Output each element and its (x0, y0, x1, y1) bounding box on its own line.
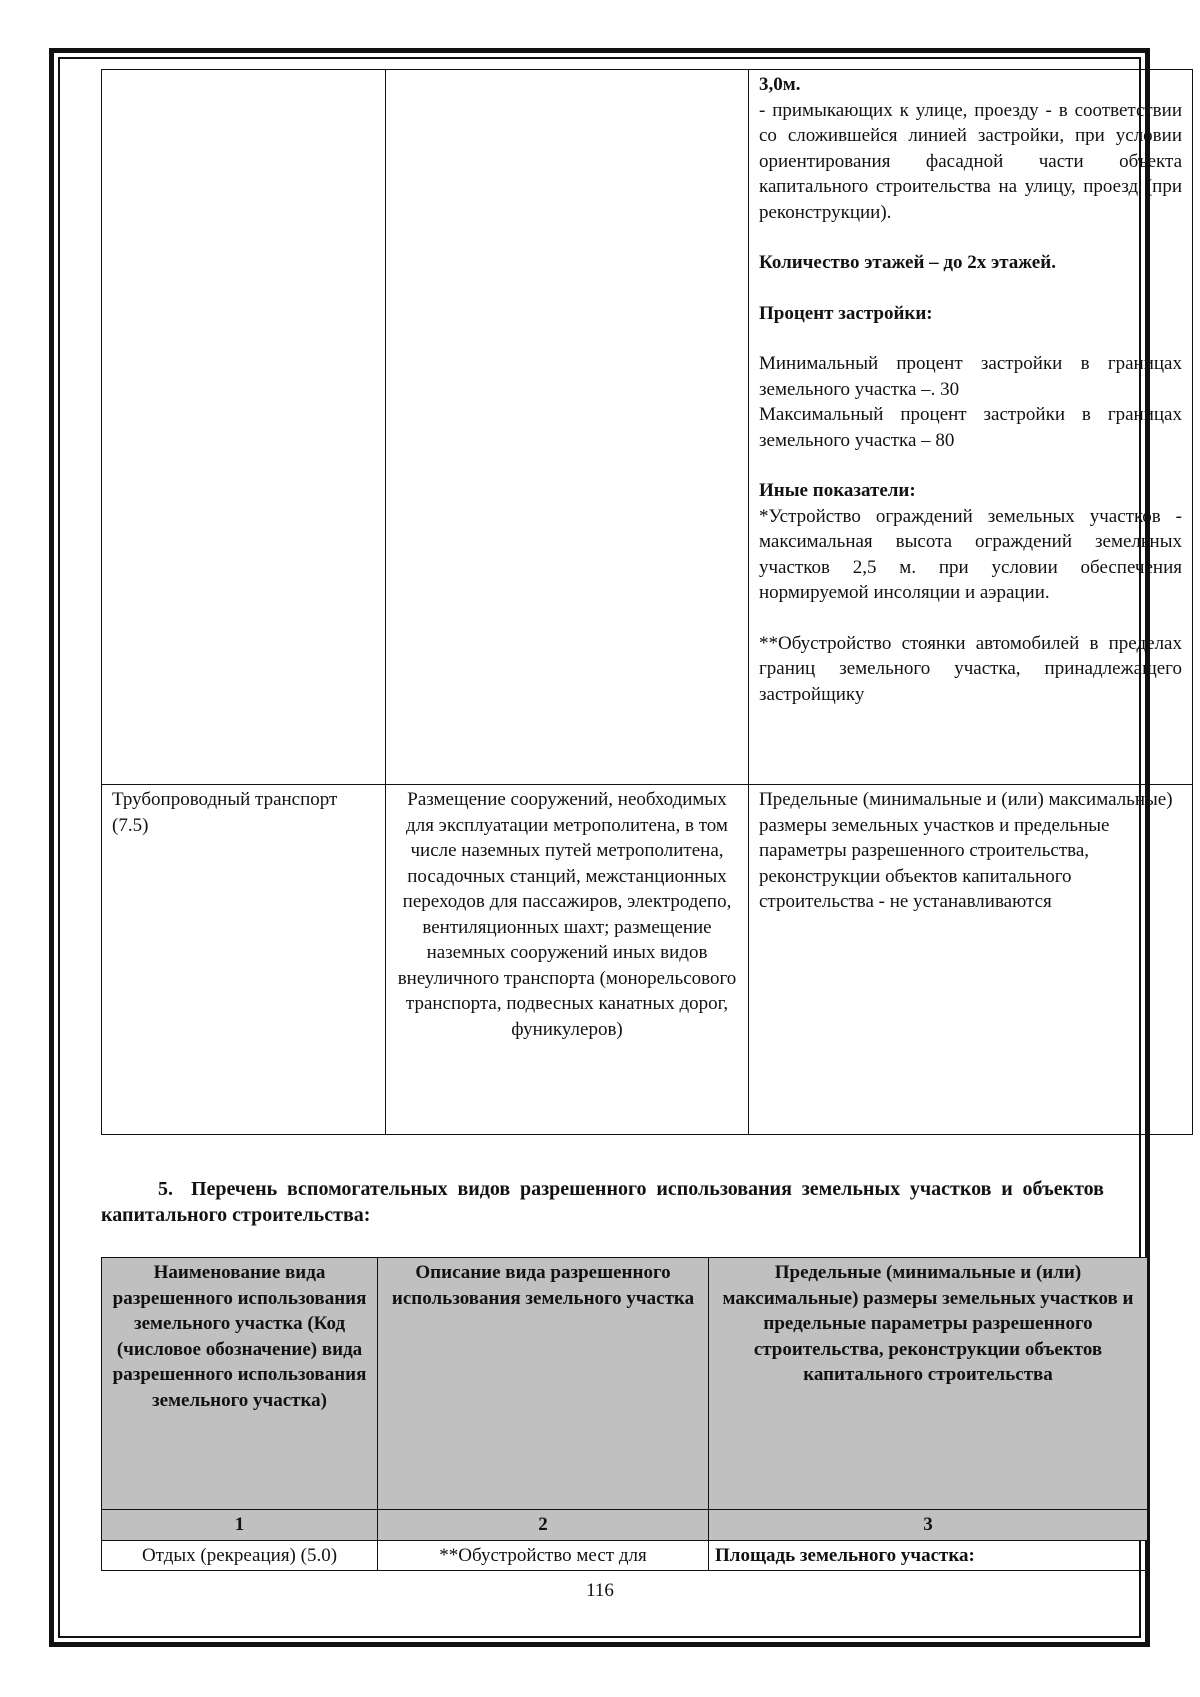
use-type-name: Отдых (рекреация) (5.0) (102, 1540, 378, 1571)
bold-paragraph: 3,0м. (759, 74, 801, 95)
paragraph: - примыкающих к улице, проезду - в соответствии со сложившейся линией застройки, при условии ориентирования фасадной части объекта капитального строительства на улицу, проезд (при реконструкции). (759, 99, 1182, 223)
bold-paragraph: Процент застройки: (759, 302, 933, 324)
paragraph-gap (759, 453, 1182, 478)
use-type-description: **Обустройство мест для (378, 1540, 709, 1571)
header-row (102, 1258, 1148, 1510)
table-row (102, 785, 1193, 1135)
table-row (102, 1540, 1148, 1571)
section-number: 5. (158, 1178, 173, 1200)
column-number: 3 (709, 1510, 1148, 1541)
column-number: 1 (102, 1510, 378, 1541)
paragraph: Минимальный процент застройки в границах земельного участка –. 30 (759, 353, 1182, 400)
paragraph-gap (759, 225, 1182, 250)
bold-paragraph: Иные показатели: (759, 480, 916, 501)
section-title: Перечень вспомогательных видов разрешенного использования земельных участков и объектов капитального строительства: (101, 1178, 1104, 1226)
bold-paragraph: Количество этажей – до 2х этажей. (759, 252, 1056, 273)
paragraph: *Устройство ограждений земельных участков - максимальная высота ограждений земельных участков 2,5 м. при условии обеспечения нормируемой инсоляции и аэрации. (759, 505, 1182, 603)
table-row (102, 70, 1193, 785)
header-cell: Наименование вида разрешенного использования земельного участка (Код (числовое обозначение) вида разрешенного использования земельного участка) (102, 1258, 378, 1510)
header-cell: Описание вида разрешенного использования земельного участка (378, 1258, 709, 1510)
use-type-name: Трубопроводный транспорт (7.5) (102, 785, 386, 1135)
use-type-parameters: Предельные (минимальные и (или) максимальные) размеры земельных участков и предельные параметры разрешенного строительства, реконструкции объектов капитального строительства - не устанавливаются (749, 785, 1193, 1135)
paragraph: **Обустройство стоянки автомобилей в пределах границ земельного участка, принадлежащего застройщику (759, 632, 1182, 705)
page-number: 116 (586, 1580, 614, 1601)
paragraph-gap (759, 276, 1182, 301)
permitted-use-table (101, 69, 1193, 1135)
table-cell-empty (386, 70, 749, 785)
use-type-parameters: Площадь земельного участка: (709, 1540, 1148, 1571)
paragraph: Максимальный процент застройки в границах земельного участка – 80 (759, 404, 1182, 451)
use-type-description: Размещение сооружений, необходимых для эксплуатации метрополитена, в том числе наземных путей метрополитена, посадочных станций, межстанционных переходов для пассажиров, электродепо, вентиляционных шахт; размещение наземных сооружений иных видов внеуличного транспорта (монорельсового транспорта, подвесных канатных дорог, фуникулеров) (386, 785, 749, 1135)
paragraph-gap (759, 606, 1182, 631)
column-number-row (102, 1510, 1148, 1541)
paragraph-gap (759, 326, 1182, 351)
auxiliary-use-table (101, 1257, 1148, 1571)
header-cell: Предельные (минимальные и (или) максимальные) размеры земельных участков и предельные параметры разрешенного строительства, реконструкции объектов капитального строительства (709, 1258, 1148, 1510)
table-cell-empty (102, 70, 386, 785)
section-heading (101, 1176, 1104, 1228)
parameters-cell (749, 70, 1193, 785)
column-number: 2 (378, 1510, 709, 1541)
